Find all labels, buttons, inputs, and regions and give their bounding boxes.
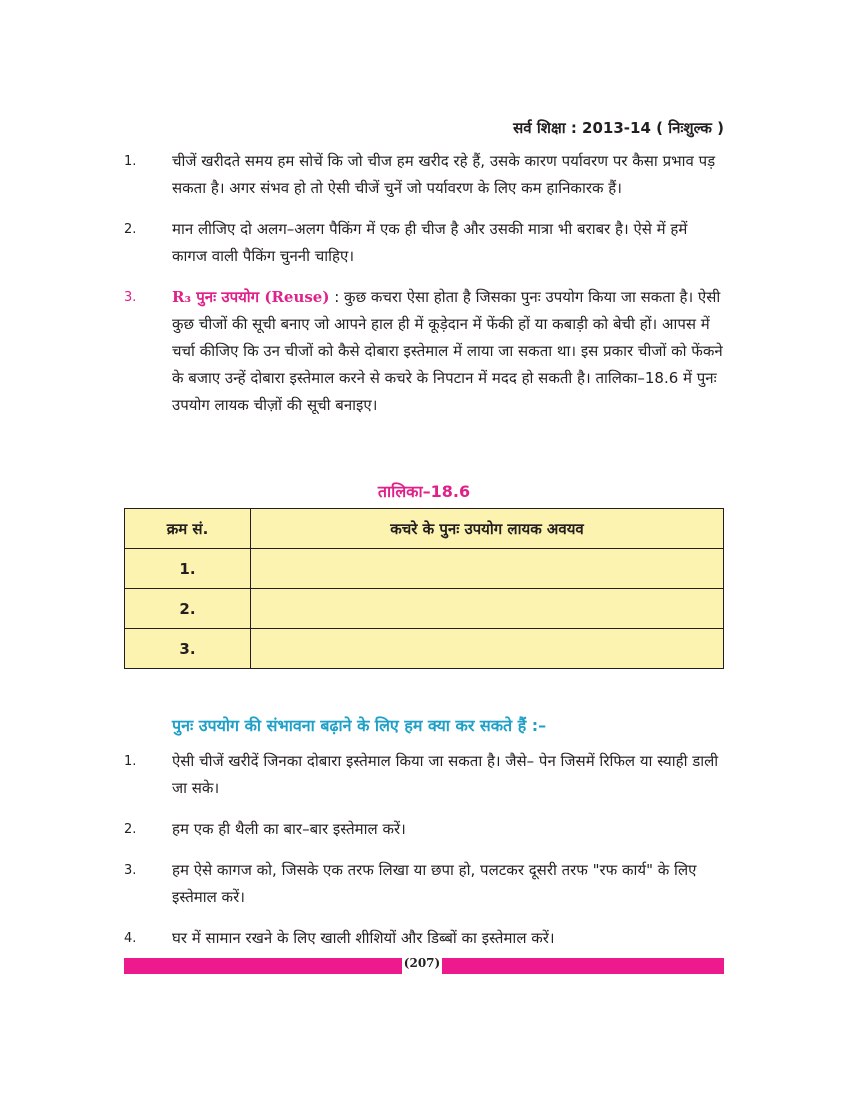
- item-text: ऐसी चीजें खरीदें जिनका दोबारा इस्तेमाल किया जा सकता है। जैसे– पेन जिसमें रिफिल या स्याही डाली जा सके।: [172, 752, 719, 797]
- section-subheading: पुनः उपयोग की संभावना बढ़ाने के लिए हम क्या कर सकते हैं :–: [172, 716, 547, 735]
- item-number: 2.: [124, 822, 137, 837]
- reuse-text: : कुछ कचरा ऐसा होता है जिसका पुनः उपयोग किया जा सकता है। ऐसी कुछ चीजों की सूची बनाए जो आपने हाल ही में कूड़ेदान में फेंकी हों या कबाड़ी को बेची हों। आपस में चर्चा कीजिए कि उन चीजों को कैसे दोबारा इस्तेमाल में लाया जा सकता था। इस प्रकार चीजों को फेंकने के बजाए उन्हें दोबारा इस्तेमाल करने से कचरे के निपटान में मदद हो सकती है। तालिका–18.6 में पुनः उपयोग लायक चीज़ों की सूची बनाइए।: [172, 288, 723, 414]
- item-text: हम ऐसे कागज को, जिसके एक तरफ लिखा या छपा हो, पलटकर दूसरी तरफ "रफ कार्य" के लिए इस्तेमाल करें।: [172, 861, 697, 906]
- reuse-table: [124, 508, 724, 669]
- item-text: चीजें खरीदते समय हम सोचें कि जो चीज हम खरीद रहे हैं, उसके कारण पर्यावरण पर कैसा प्रभाव पड़ सकता है। अगर संभव हो तो ऐसी चीजें चुनें जो पर्यावरण के लिए कम हानिकारक हैं।: [172, 152, 716, 197]
- footer-bar-right: [442, 958, 724, 974]
- item-cell[interactable]: [251, 549, 724, 589]
- list-item: [124, 216, 724, 270]
- col-header-serial: क्रम सं.: [125, 509, 251, 549]
- reuse-heading: R₃ पुनः उपयोग (Reuse): [172, 288, 330, 306]
- serial-cell: 3.: [125, 629, 251, 669]
- table-row: [125, 629, 724, 669]
- item-number: 1.: [124, 754, 137, 769]
- table-row: [125, 589, 724, 629]
- page-number: (207): [403, 956, 441, 970]
- serial-cell: 1.: [125, 549, 251, 589]
- item-number: 4.: [124, 931, 137, 946]
- list-item: [124, 748, 724, 802]
- running-header: सर्व शिक्षा : 2013-14 ( निःशुल्क ): [513, 119, 724, 137]
- item-cell[interactable]: [251, 589, 724, 629]
- item-number: 3.: [124, 290, 137, 305]
- list-item: [124, 148, 724, 202]
- item-text: हम एक ही थैली का बार–बार इस्तेमाल करें।: [172, 820, 406, 838]
- list-item: [124, 857, 724, 911]
- item-number: 3.: [124, 863, 137, 878]
- item-number: 1.: [124, 154, 137, 169]
- item-text: घर में सामान रखने के लिए खाली शीशियों और डिब्बों का इस्तेमाल करें।: [172, 929, 555, 947]
- points-list-1: [124, 148, 724, 433]
- item-text: मान लीजिए दो अलग–अलग पैकिंग में एक ही चीज है और उसकी मात्रा भी बराबर है। ऐसे में हमें कागज वाली पैकिंग चुननी चाहिए।: [172, 220, 688, 265]
- serial-cell: 2.: [125, 589, 251, 629]
- points-list-2: [124, 748, 724, 966]
- table-caption: तालिका–18.6: [377, 482, 471, 501]
- list-item: [124, 925, 724, 952]
- list-item: [124, 816, 724, 843]
- footer-bar-left: [124, 958, 402, 974]
- table-row: [125, 549, 724, 589]
- reuse-item: [124, 284, 724, 419]
- col-header-items: कचरे के पुनः उपयोग लायक अवयव: [251, 509, 724, 549]
- item-cell[interactable]: [251, 629, 724, 669]
- item-number: 2.: [124, 222, 137, 237]
- table-header-row: [125, 509, 724, 549]
